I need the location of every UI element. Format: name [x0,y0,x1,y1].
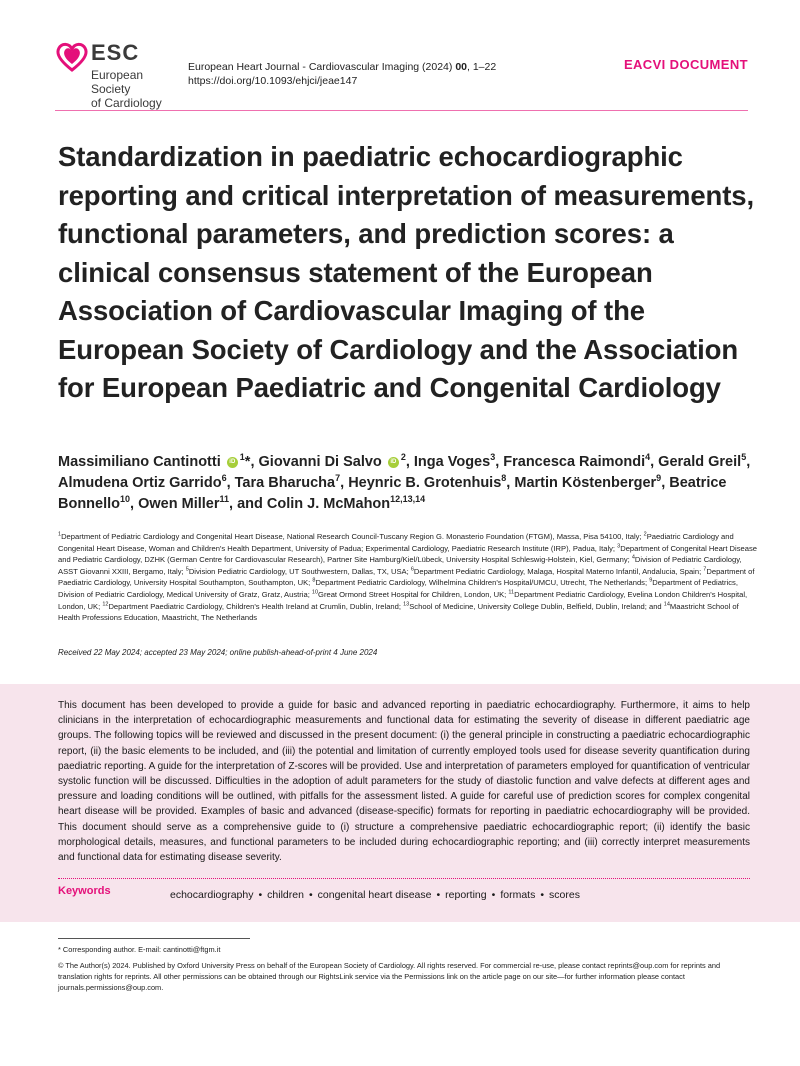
affiliation-item: Department Pediatric Cardiology, Wilhelmina Children's Hospital/UMCU, Utrecht, The Netherlands; [315,578,650,588]
keyword: children [267,889,304,901]
affiliation-item: Great Ormond Street Hospital for Children, London, UK; [318,589,509,599]
affiliation-item: Department of Paediatric Cardiology, University Hospital Southampton, Southampton, UK; [58,566,755,588]
affiliation-item: Department Pediatric Cardiology, Evelina London Children's Hospital, London, UK; [58,589,748,611]
keywords-label: Keywords [58,885,111,897]
article-dates: Received 22 May 2024; accepted 23 May 2024; online publish-ahead-of-print 4 June 2024 [58,648,378,657]
corresponding-author: * Corresponding author. E-mail: cantinotti@ftgm.it [58,945,221,954]
affiliations: $^1$Department of Pediatric Cardiology and Congenital Heart Disease, National Research Council-Tuscany Region G. Monasterio Foundation (FTGM), Massa, Pisa 54100, Italy; $^2$Paediatric Cardiology and Congenital Heart Disease, Woman and Children's Health Department, University of Padua; Experimental Cardiology, Paediatric Research Institute (IRP), Padua, Italy; $^3$Department of Congenital Heart Disease and Pediatric Cardiology, DZHK (German Centre for Cardiovascular Research), Partner Site Hamburg/Kiel/Lübeck, University Hospital Schleswig-Holstein, Kiel, Germany; $^4$Division of Pediatric Cardiology, ASST Giovanni XXIII, Bergamo, Italy; $^5$Division Pediatric Cardiology, UT Southwestern, Dallas, TX, USA; $^6$Department Pediatric Cardiology, Malaga, Hospital Materno Infantil, Andalucia, Spain; $^7$Department of Paediatric Cardiology, University Hospital Southampton, Southampton, UK; $^8$Department Pediatric Cardiology, Wilhelmina Children's Hospital/UMCU, Utrecht, The Netherlands; $^9$Department of Pediatrics, Division of Pediatric Cardiology, Medical University of Gratz, Gratz, Austria; $^{10}$Great Ormond Street Hospital for Children, London, UK; $^{11}$Department Pediatric Cardiology, Evelina London Children's Hospital, London, UK; $^{12}$Department Paediatric Cardiology, Children's Health Ireland at Crumlin, Dublin, Ireland; $^{13}$School of Medicine, University College Dublin, Belfield, Dublin, Ireland; and $^{14}$Maastricht School of Health Professions Education, Maastricht, The Netherlands [58,531,757,623]
author-name: Almudena Ortiz Garrido [58,475,222,491]
keyword: congenital heart disease [317,889,432,901]
affiliation-item: Paediatric Cardiology and Congenital Heart Disease, Woman and Children's Health Department, University of Padua; Experimental Cardiology, Paediatric Research Institute (IRP), Padua, Italy; [58,532,734,553]
affiliation-item: Department Paediatric Cardiology, Children's Health Ireland at Crumlin, Dublin, Ireland; [108,601,404,611]
author-affiliation-ref: 11 [219,494,230,505]
author-affiliation-ref: 8 [501,473,507,484]
abstract-text: This document has been developed to provide a guide for basic and advanced reporting in paediatric echocardiography. Furthermore, it aims to help clinicians in the interpretation of echocardiographic measurements and functional data for estimating the severity of disease in different paediatric age groups. The following topics will be reviewed and discussed in the present document: (i) the general principle in constructing a paediatric echocardiographic report, (ii) the basic elements to be included, and (iii) the potential and limitation of currently employed tools used for disease severity quantification during paediatric reporting. A guide for the interpretation of Z-scores will be provided. Use and interpretation of parameters employed for quantification of ventricular systolic function will be discussed. Difficulties in the adoption of adult parameters for the study of diastolic function and valve defects at different ages and pressure and loading conditions will be outlined, with pitfalls for the assessment listed. A guide for careful use of prediction scores for complex congenital heart disease will be provided. Examples of basic and advanced (disease-specific) formats for reporting in paediatric echocardiography will be provided. This document should serve as a comprehensive guide to (i) structure a comprehensive paediatric echocardiographic report; (ii) identify the basic morphological details, measures, and functional parameters to be included during echocardiographic reporting; and (iii) correctly interpret measurements and functional data for estimating disease severity. [58,700,750,864]
author-name: and Colin J. McMahon [237,496,391,512]
author-name: Owen Miller [138,496,220,512]
footnotes [58,944,750,998]
document-type: EACVI DOCUMENT [623,57,748,72]
affiliation-item: Department of Congenital Heart Disease and Pediatric Cardiology, DZHK (German Centre for Cardiovascular Research), Partner Site Hamburg/Kiel/Lübeck, University Hospital Schleswig-Holstein, Kiel, Germany; [58,543,757,565]
affiliation-item: Department of Pediatric Cardiology and Congenital Heart Disease, National Research Council-Tuscany Region G. Monasterio Foundation (FTGM), Massa, Pisa 54100, Italy; [61,532,644,541]
affiliation-item: Division Pediatric Cardiology, UT Southwestern, Dallas, TX, USA; [188,566,411,576]
author-affiliation-ref: 3 [490,452,496,463]
author-name: Giovanni Di Salvo [258,454,382,470]
logo-subtitle: European Society of Cardiology [91,68,162,110]
orcid-icon[interactable]: iD [388,457,399,468]
author-affiliation-ref: 6 [221,473,227,484]
author-name: Francesca Raimondi [503,454,646,470]
article-title: Standardization in paediatric echocardiographic reporting and critical interpretation of measurements, functional parameters, and prediction scores: a clinical consensus statement of the European Association of Cardiovascular Imaging of the European Society of Cardiology and the Association for European Paediatric and Congenital Cardiology [58,141,754,403]
keyword: scores [549,889,580,901]
keyword: echocardiography [170,889,254,901]
affiliation-item: Department of Pediatrics, Division of Pediatric Cardiology, Medical University of Gratz, Gratz, Austria; [58,578,738,599]
author-name: Tara Bharucha [234,475,336,491]
copyright-notice: © The Author(s) 2024. Published by Oxford University Press on behalf of the European Society of Cardiology. All rights reserved. For commercial re-use, please contact reprints@oup.com for reprints and translation rights for reprints. All other permissions can be obtained through our RightsLink service via the Permissions link on the article page on our site—for further information please contact journals.permissions@oup.com. [58,961,721,992]
author-list: Massimiliano Cantinotti iD $^1$*, Giovanni Di Salvo iD $^2$, Inga Voges$^3$, Francesca Raimondi$^4$, Gerald Greil$^5$, Almudena Ortiz Garrido$^6$, Tara Bharucha$^7$, Heynric B. Grotenhuis$^8$, Martin Köstenberger$^9$, Beatrice Bonnello$^{10}$, Owen Miller$^{11}$, and Colin J. McMahon$^{12,13,14}$ [58,452,751,512]
esc-logo [55,40,185,110]
affiliation-item: Department Pediatric Cardiology, Malaga, Hospital Materno Infantil, Andalucia, Spain; [413,566,704,576]
author-affiliation-ref: 2 [400,452,406,463]
author-affiliation-ref: 10 [120,494,131,505]
author-name: Martin Köstenberger [514,475,657,491]
author-name: Gerald Greil [658,454,742,470]
author-name: Massimiliano Cantinotti [58,454,221,470]
keywords-list: echocardiography • children • congenital heart disease • reporting • formats • scores [170,889,580,901]
orcid-icon[interactable]: iD [227,457,238,468]
keyword: formats [500,889,536,901]
header-divider [55,110,748,111]
keyword: reporting [445,889,487,901]
affiliation-item: Division of Pediatric Cardiology, ASST Giovanni XXIII, Bergamo, Italy; [58,555,742,576]
author-affiliation-ref: 4 [645,452,651,463]
footnote-divider [58,938,250,939]
logo-text: ESC [91,40,140,65]
author-affiliation-ref: 12,13,14 [390,494,426,505]
affiliation-item: Maastricht School of Health Professions Education, Maastricht, The Netherlands [58,601,739,623]
author-affiliation-ref: 5 [741,452,747,463]
author-affiliation-ref: 7 [335,473,341,484]
keywords-divider [58,878,750,879]
corresponding-mark: * [244,454,251,470]
journal-citation: European Heart Journal - Cardiovascular Imaging (2024) 00, 1–22 https://doi.org/10.1093/ehjci/jeae147 [188,61,497,87]
author-affiliation-ref: 9 [656,473,662,484]
author-name: Inga Voges [413,454,491,470]
heart-logo-icon [55,40,89,74]
author-name: Beatrice Bonnello [58,475,727,512]
affiliation-item: School of Medicine, University College Dublin, Belfield, Dublin, Ireland; and [409,601,664,611]
author-name: Heynric B. Grotenhuis [348,475,502,491]
author-affiliation-ref: 1 [239,452,245,463]
doi-link[interactable]: https://doi.org/10.1093/ehjci/jeae147 [188,75,358,87]
